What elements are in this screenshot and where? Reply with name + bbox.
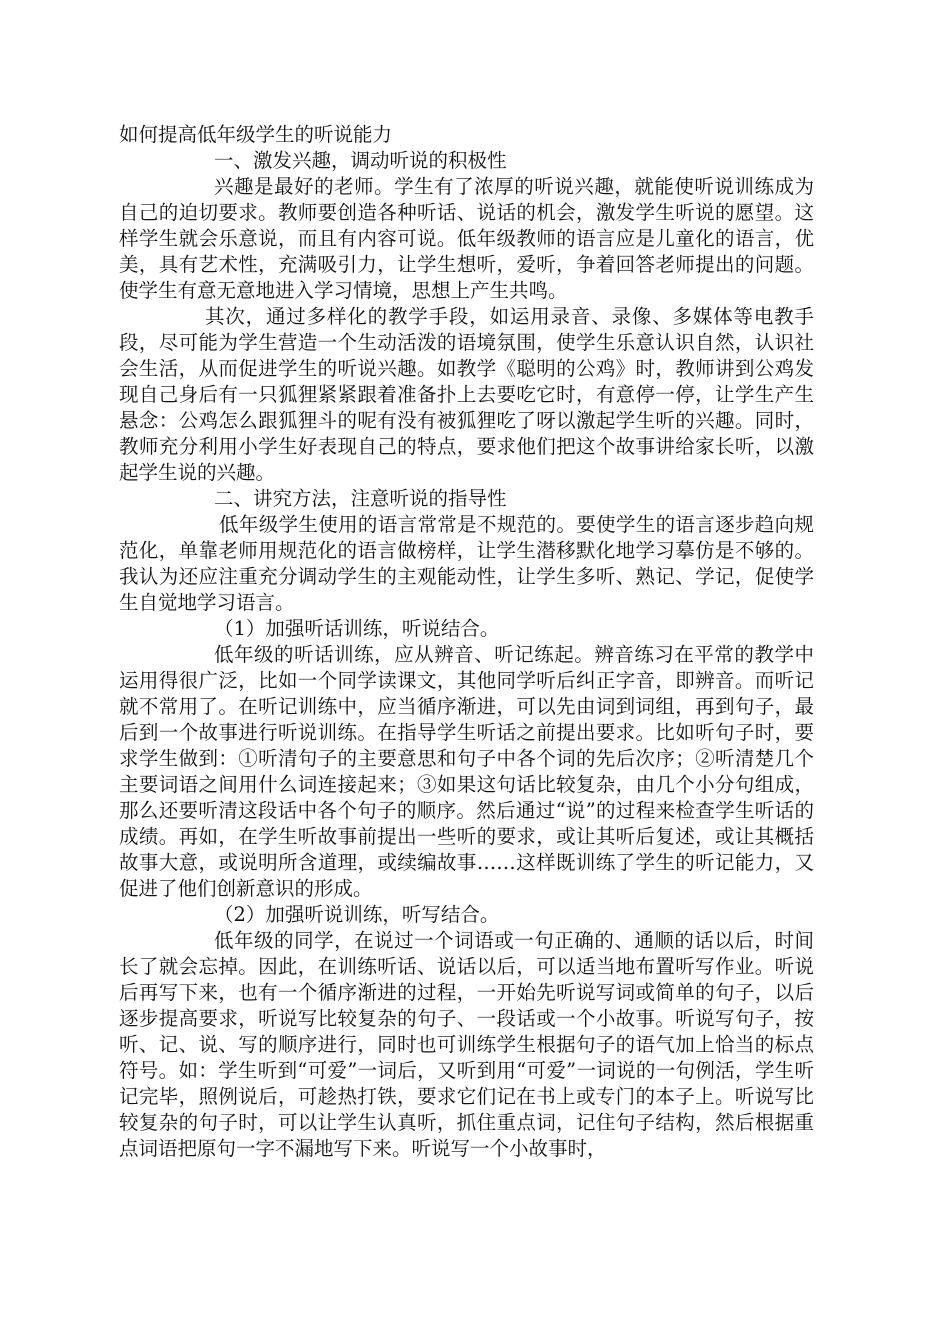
- document-title: 如何提高低年级学生的听说能力: [119, 123, 393, 146]
- subsection-1-heading: （1）加强听话训练，听说结合。: [214, 617, 500, 640]
- subsection-1-paragraph: 低年级的听话训练，应从辨音、听记练起。辨音练习在平常的教学中运用得很广泛，比如一个同学读课文，其他同学听后纠正字音，即辨音。而听记就不常用了。在听记训练中，应当循序渐进，可以先由词到词组，再到句子，最后到一个故事进行听说训练。在指导学生听话之前提出要求。比如听句子时，要求学生做到：①听清句子的主要意思和句子中各个词的先后次序；②听清楚几个主要词语之间用什么词连接起来；③如果这句话比较复杂，由几个小分句组成，那么还要听清这段话中各个句子的顺序。然后通过“说”的过程来检查学生听话的成绩。再如，在学生听故事前提出一些听的要求，或让其听后复述，或让其概括故事大意，或说明所含道理，或续编故事……这样既训练了学生的听记能力，又促进了他们创新意识的形成。: [119, 643, 814, 900]
- section-1-heading: 一、激发兴趣，调动听说的积极性: [214, 149, 507, 172]
- document-body: [119, 122, 814, 1162]
- subsection-2-paragraph: 低年级的同学，在说过一个词语或一句正确的、通顺的话以后，时间长了就会忘掉。因此，在训练听话、说话以后，可以适当地布置听写作业。听说后再写下来，也有一个循序渐进的过程，一开始先听说写词或简单的句子，以后逐步提高要求，听说写比较复杂的句子、一段话或一个小故事。听说写句子，按听、记、说、写的顺序进行，同时也可训练学生根据句子的语气加上恰当的标点符号。如：学生听到“可爱”一词后，又听到用“可爱”一词说的一句例活，学生听记完毕，照例说后，可趁热打铁，要求它们记在书上或专门的本子上。听说写比较复杂的句子时，可以让学生认真听，抓住重点词，记住句子结构，然后根据重点词语把原句一字不漏地写下来。听说写一个小故事时，: [119, 929, 814, 1160]
- subsection-2-heading: （2）加强听说训练，听写结合。: [214, 903, 500, 926]
- section-1-paragraph-1: 兴趣是最好的老师。学生有了浓厚的听说兴趣，就能使听说训练成为自己的迫切要求。教师要创造各种听话、说话的机会，激发学生听说的愿望。这样学生就会乐意说，而且有内容可说。低年级教师的语言应是儿童化的语言，优美，具有艺术性，充满吸引力，让学生想听，爱听，争着回答老师提出的问题。使学生有意无意地进入学习情境，思想上产生共鸣。: [119, 175, 814, 302]
- section-2-intro-paragraph: 低年级学生使用的语言常常是不规范的。要使学生的语言逐步趋向规范化，单靠老师用规范化的语言做榜样，让学生潜移默化地学习摹仿是不够的。我认为还应注重充分调动学生的主观能动性，让学生多听、熟记、学记，促使学生自觉地学习语言。: [119, 513, 814, 614]
- section-1-paragraph-2: 其次，通过多样化的教学手段，如运用录音、录像、多媒体等电教手段，尽可能为学生营造一个生动活泼的语境氛围，使学生乐意认识自然，认识社会生活，从而促进学生的听说兴趣。如教学《聪明的公鸡》时，教师讲到公鸡发现自己身后有一只狐狸紧紧跟着准备扑上去要吃它时，有意停一停，让学生产生悬念：公鸡怎么跟狐狸斗的呢有没有被狐狸吃了呀以激起学生听的兴趣。同时，教师充分利用小学生好表现自己的特点，要求他们把这个故事讲给家长听，以激起学生说的兴趣。: [119, 305, 814, 484]
- section-2-heading: 二、讲究方法，注意听说的指导性: [214, 487, 507, 510]
